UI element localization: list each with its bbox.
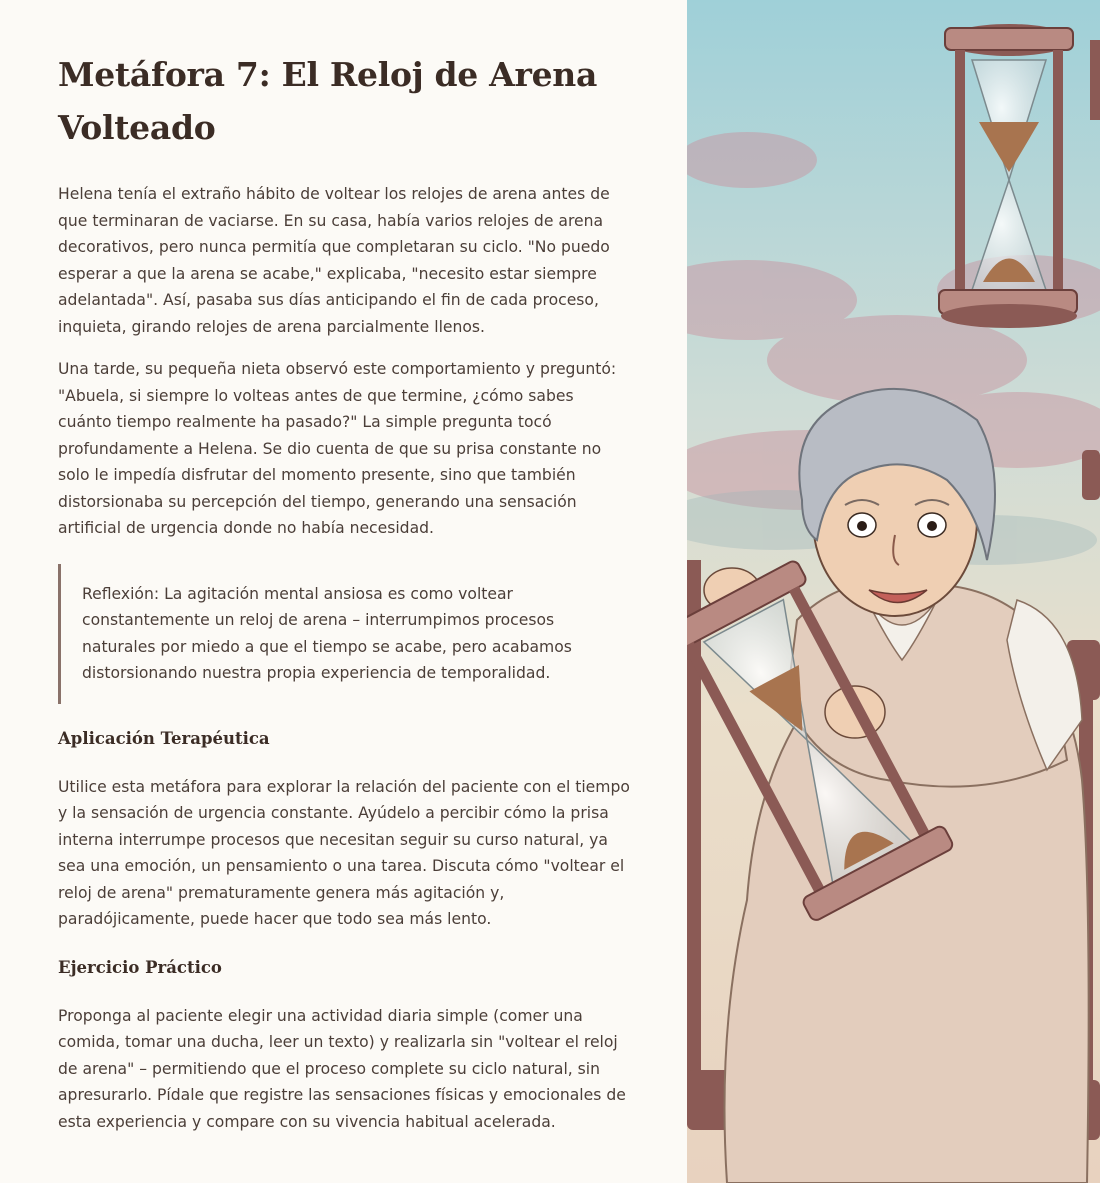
reflection-quote <box>58 564 631 704</box>
story-paragraph-1: Helena tenía el extraño hábito de voltear los relojes de arena antes de que terminaran de vaciarse. En su casa, había varios relojes de arena decorativos, pero nunca permitía que completaran su ciclo. "No puedo esperar a que la arena se acabe," explicaba, "necesito estar siempre adelantada". Así, pasaba sus días anticipando el fin de cada proceso, inquieta, girando relojes de arena parcialmente llenos. <box>58 185 610 336</box>
elderly-woman-hourglass-illustration <box>687 0 1100 1183</box>
application-text: Utilice esta metáfora para explorar la relación del paciente con el tiempo y la sensación de urgencia constante. Ayúdelo a percibir cómo la prisa interna interrumpe procesos que necesitan seguir su curso natural, ya sea una emoción, un pensamiento o una tarea. Discuta cómo "voltear el reloj de arena" prematuramente genera más agitación y, paradójicamente, puede hacer que todo sea más lento. <box>58 777 630 928</box>
exercise-text: Proponga al paciente elegir una actividad diaria simple (comer una comida, tomar una ducha, leer un texto) y realizarla sin "voltear el reloj de arena" – permitiendo que el proceso complete su ciclo natural, sin apresurarlo. Pídale que registre las sensaciones físicas y emocionales de esta experiencia y compare con su vivencia habitual acelerada. <box>58 1006 626 1131</box>
hourglass-top-icon <box>939 24 1077 328</box>
page-title: Metáfora 7: El Reloj de Arena Volteado <box>58 55 598 147</box>
story-paragraph-2: Una tarde, su pequeña nieta observó este comportamiento y preguntó: "Abuela, si siempre lo volteas antes de que termine, ¿cómo sabes cuánto tiempo realmente ha pasado?" La simple pregunta tocó profundamente a Helena. Se dio cuenta de que su prisa constante no solo le impedía disfrutar del momento presente, sino que también distorsionaba su percepción del tiempo, generando una sensación artificial de urgencia donde no había necesidad. <box>58 360 617 537</box>
illustration-panel <box>687 0 1100 1183</box>
exercise-heading: Ejercicio Práctico <box>58 957 222 977</box>
reflection-text: Reflexión: La agitación mental ansiosa es como voltear constantemente un reloj de arena – interrumpimos procesos naturales por miedo a que el tiempo se acabe, pero acabamos distorsionando nuestra propia experiencia de temporalidad. <box>82 584 572 682</box>
application-heading: Aplicación Terapéutica <box>58 728 270 748</box>
